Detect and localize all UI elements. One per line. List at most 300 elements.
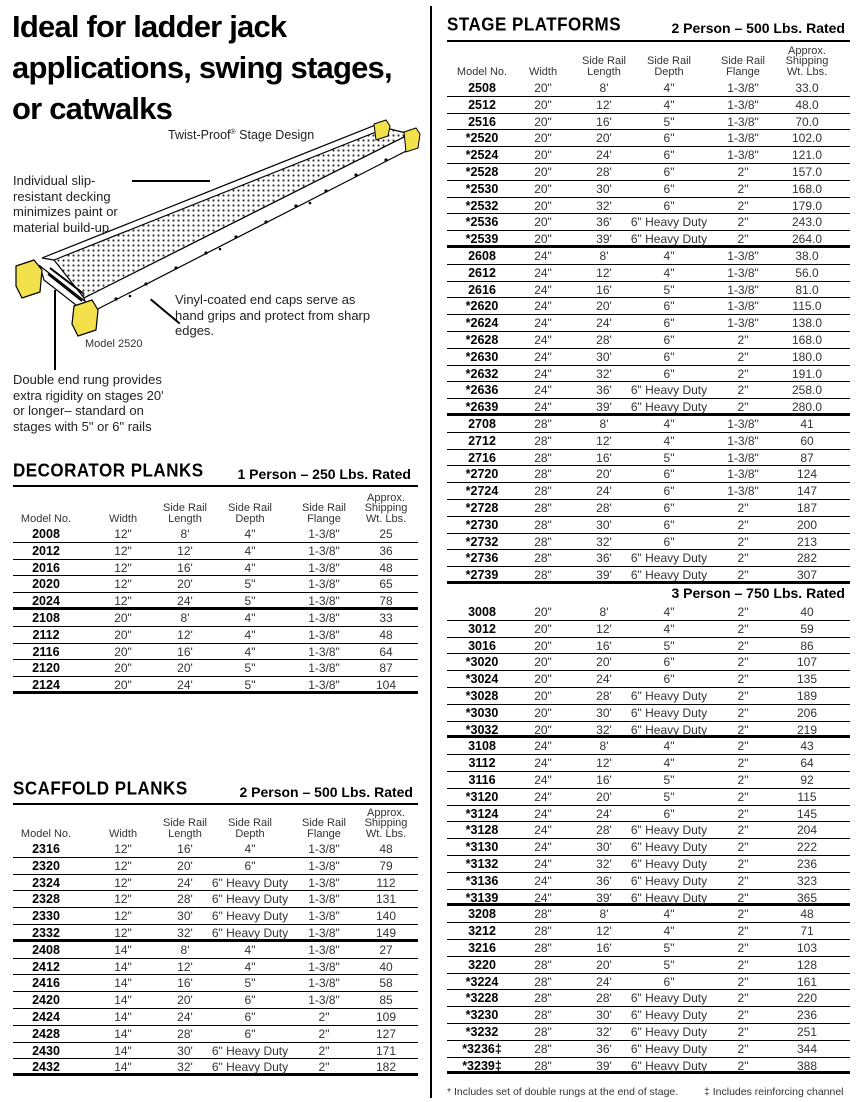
model-number-cell: *2636: [465, 383, 499, 398]
table-cell: 81.0: [795, 282, 819, 297]
table-cell: 6" Heavy Duty: [630, 1024, 708, 1039]
table-cell: 12": [114, 577, 132, 592]
column-header: Width: [528, 65, 558, 78]
table-cell: 2": [737, 722, 749, 737]
table-cell: 6" Heavy Duty: [630, 1041, 708, 1056]
table-cell: 6": [663, 484, 675, 499]
model-number-cell: *3124: [465, 806, 499, 821]
table-cell: 20': [177, 858, 193, 873]
table-cell: 6" Heavy Duty: [630, 383, 708, 398]
column-header: Approx. Shipping Wt. Lbs.: [785, 44, 829, 78]
table-cell: 20": [534, 705, 552, 720]
table-cell: 2": [737, 655, 749, 670]
table-cell: 20': [596, 131, 612, 146]
table-cell: 30': [596, 1008, 612, 1023]
table-cell: 28": [534, 940, 552, 955]
table-cell: 6" Heavy Duty: [630, 722, 708, 737]
table-cell: 2": [737, 789, 749, 804]
table-row: [13, 576, 418, 593]
table-cell: 24': [596, 672, 612, 687]
table-row: [447, 466, 850, 483]
table-row: [13, 992, 418, 1009]
table-cell: 6": [663, 534, 675, 549]
table-cell: 28": [534, 1058, 552, 1073]
footnote-reinforcing-channel: ‡ Includes reinforcing channel: [704, 1086, 844, 1098]
table-cell: 4": [244, 942, 256, 957]
table-cell: 4": [663, 81, 675, 95]
table-cell: 12": [114, 594, 132, 609]
footnote-double-rungs: * Includes set of double rungs at the end of stage.: [447, 1086, 679, 1098]
table-cell: 1-3/8": [308, 976, 340, 991]
table-cell: 145: [796, 806, 818, 821]
table-cell: 30': [596, 517, 612, 532]
model-number-cell: 2608: [468, 248, 496, 263]
model-number-cell: *2539: [465, 232, 499, 247]
table-cell: 6": [663, 349, 675, 364]
stage-3-person-header: [447, 585, 845, 601]
table-cell: 6" Heavy Duty: [630, 890, 708, 905]
table-cell: 28": [534, 517, 552, 532]
table-cell: 86: [800, 638, 814, 653]
table-cell: 39': [596, 568, 612, 583]
table-cell: 92: [800, 772, 814, 787]
table-cell: 2": [737, 534, 749, 549]
table-row: [447, 382, 850, 399]
table-cell: 5": [663, 789, 675, 804]
table-cell: 5": [663, 940, 675, 955]
table-cell: 157.0: [791, 164, 823, 179]
table-row: [13, 891, 418, 908]
model-number-cell: *2632: [465, 366, 499, 381]
model-number-cell: *2530: [465, 181, 499, 196]
model-number-cell: 2432: [32, 1060, 60, 1075]
table-cell: 1-3/8": [308, 909, 340, 924]
table-row: [447, 688, 850, 705]
table-cell: 6" Heavy Duty: [630, 991, 708, 1006]
table-cell: 2": [737, 621, 749, 636]
table-row: [447, 806, 850, 823]
table-cell: 36': [596, 383, 612, 398]
table-cell: 28': [596, 332, 612, 347]
table-cell: 28": [534, 924, 552, 939]
table-row: [447, 198, 850, 215]
table-cell: 12": [114, 842, 132, 856]
table-cell: 6" Heavy Duty: [211, 875, 289, 890]
table-cell: 20": [534, 605, 552, 619]
table-cell: 2": [737, 500, 749, 515]
model-number-cell: 2116: [32, 644, 60, 659]
decorator-planks-header: [13, 462, 411, 482]
table-cell: 24": [534, 400, 552, 415]
table-cell: 121.0: [791, 148, 823, 163]
table-cell: 280.0: [791, 400, 823, 415]
table-cell: 39': [596, 890, 612, 905]
table-cell: 1-3/8": [308, 858, 340, 873]
table-cell: 20': [596, 655, 612, 670]
table-cell: 1-3/8": [727, 114, 759, 129]
table-cell: 1-3/8": [308, 942, 340, 957]
table-cell: 6" Heavy Duty: [630, 705, 708, 720]
table-cell: 282: [796, 551, 818, 566]
column-header: Side Rail Length: [581, 55, 627, 78]
table-cell: 2": [737, 366, 749, 381]
table-row: [447, 638, 850, 655]
table-cell: 6" Heavy Duty: [211, 1060, 289, 1075]
table-cell: 8': [599, 605, 609, 619]
table-row: [447, 399, 850, 416]
table-cell: 6" Heavy Duty: [630, 1008, 708, 1023]
model-number-cell: 2430: [32, 1043, 60, 1058]
table-cell: 48: [379, 560, 393, 575]
table-cell: 85: [379, 993, 393, 1008]
table-cell: 2": [737, 1008, 749, 1023]
model-number-cell: *3030: [465, 705, 499, 720]
table-row: [13, 942, 418, 959]
model-number-cell: 2424: [32, 1009, 60, 1024]
table-cell: 388: [796, 1058, 818, 1073]
table-cell: 59: [800, 621, 814, 636]
table-cell: 251: [796, 1024, 818, 1039]
table-cell: 1-3/8": [308, 577, 340, 592]
table-row: [447, 906, 850, 923]
table-cell: 4": [663, 621, 675, 636]
table-cell: 6" Heavy Duty: [211, 1043, 289, 1058]
table-cell: 365: [796, 890, 818, 905]
model-number-cell: 2416: [32, 976, 60, 991]
table-cell: 24': [596, 806, 612, 821]
table-cell: 6" Heavy Duty: [630, 1058, 708, 1073]
registered-mark: ®: [230, 128, 236, 136]
table-row: [447, 755, 850, 772]
table-row: [447, 534, 850, 551]
table-cell: 6": [663, 655, 675, 670]
table-cell: 2": [737, 772, 749, 787]
table-cell: 2": [737, 840, 749, 855]
table-row: [13, 959, 418, 976]
table-cell: 24": [534, 806, 552, 821]
table-cell: 48.0: [795, 97, 819, 112]
table-row: [447, 705, 850, 722]
model-number-cell: *3132: [465, 856, 499, 871]
table-cell: 12": [114, 925, 132, 940]
model-number-cell: *3020: [465, 655, 499, 670]
table-cell: 38.0: [795, 248, 819, 263]
table-row: [13, 660, 418, 677]
table-cell: 1-3/8": [727, 131, 759, 146]
table-cell: 24": [534, 873, 552, 888]
table-row: [447, 654, 850, 671]
table-cell: 71: [800, 924, 814, 939]
table-cell: 24": [534, 383, 552, 398]
column-header: Model No.: [20, 512, 72, 525]
table-cell: 4": [244, 610, 256, 625]
table-cell: 28": [534, 467, 552, 482]
model-number-cell: *2532: [465, 198, 499, 213]
model-number-cell: 2112: [32, 627, 60, 642]
table-cell: 4": [663, 907, 675, 922]
table-cell: 6": [663, 672, 675, 687]
table-cell: 8': [180, 942, 190, 957]
table-row: [447, 517, 850, 534]
table-cell: 200: [796, 517, 818, 532]
table-cell: 33: [379, 610, 393, 625]
callout-decking: Individual slip-resistant decking minimizes paint or material build-up: [13, 173, 118, 235]
table-cell: 24": [534, 823, 552, 838]
table-cell: 16': [596, 772, 612, 787]
model-number-cell: 2008: [32, 527, 60, 541]
table-cell: 36': [596, 873, 612, 888]
table-row: [13, 627, 418, 644]
table-cell: 28": [534, 907, 552, 922]
table-cell: 103: [796, 940, 818, 955]
column-header: Side Rail Flange: [720, 55, 766, 78]
table-cell: 2": [737, 232, 749, 247]
table-cell: 236: [796, 856, 818, 871]
table-cell: 20': [596, 299, 612, 314]
table-cell: 1-3/8": [308, 543, 340, 558]
table-cell: 6" Heavy Duty: [211, 909, 289, 924]
table-cell: 2": [737, 1058, 749, 1073]
decorator-planks-rating: 1 Person – 250 Lbs. Rated: [237, 466, 411, 482]
stage-platforms-table: [447, 80, 850, 584]
table-cell: 2": [737, 164, 749, 179]
table-cell: 28": [534, 568, 552, 583]
table-row: [13, 593, 418, 610]
table-cell: 5": [663, 114, 675, 129]
model-number-cell: 3016: [468, 638, 496, 653]
table-cell: 6": [663, 500, 675, 515]
table-cell: 4": [663, 605, 675, 619]
table-cell: 182: [375, 1060, 397, 1075]
table-cell: 171: [375, 1043, 397, 1058]
table-cell: 36': [596, 551, 612, 566]
table-cell: 28": [534, 974, 552, 989]
table-cell: 87: [379, 661, 393, 676]
table-cell: 12': [177, 543, 193, 558]
table-cell: 16': [596, 114, 612, 129]
table-cell: 5": [244, 577, 256, 592]
model-number-cell: 2516: [468, 114, 496, 129]
end-cap-left-top: [16, 260, 42, 298]
model-number-cell: *3130: [465, 840, 499, 855]
table-cell: 161: [796, 974, 818, 989]
table-cell: 1-3/8": [308, 661, 340, 676]
table-cell: 12': [596, 621, 612, 636]
table-cell: 12': [596, 265, 612, 280]
model-number-cell: 2512: [468, 97, 496, 112]
table-cell: 24": [534, 316, 552, 331]
table-row: [447, 856, 850, 873]
table-cell: 191.0: [791, 366, 823, 381]
model-number-cell: *2628: [465, 332, 499, 347]
table-cell: 187: [796, 500, 818, 515]
table-cell: 264.0: [791, 232, 823, 247]
table-cell: 1-3/8": [727, 81, 759, 95]
table-row: [447, 1024, 850, 1041]
table-cell: 16': [177, 644, 193, 659]
table-cell: 2": [737, 688, 749, 703]
table-cell: 12': [596, 97, 612, 112]
table-cell: 28": [534, 534, 552, 549]
table-cell: 5": [663, 772, 675, 787]
table-cell: 24': [177, 678, 193, 693]
table-cell: 1-3/8": [727, 265, 759, 280]
model-number-cell: *2720: [465, 467, 499, 482]
scaffold-column-headers: [13, 801, 418, 839]
table-cell: 2": [737, 856, 749, 871]
table-cell: 32': [596, 1024, 612, 1039]
table-cell: 24": [534, 840, 552, 855]
table-cell: 236: [796, 1008, 818, 1023]
model-number-cell: 3220: [468, 957, 496, 972]
table-cell: 4": [663, 248, 675, 263]
table-cell: 6": [663, 299, 675, 314]
table-cell: 28": [534, 1008, 552, 1023]
table-cell: 2": [737, 517, 749, 532]
table-cell: 1-3/8": [308, 959, 340, 974]
table-cell: 4": [244, 527, 256, 541]
model-number-cell: 2016: [32, 560, 60, 575]
leader-decking: [132, 180, 210, 182]
table-cell: 5": [244, 661, 256, 676]
table-cell: 1-3/8": [727, 299, 759, 314]
table-cell: 4": [663, 739, 675, 754]
table-row: [447, 722, 850, 739]
table-cell: 2": [737, 383, 749, 398]
end-cap-left-bottom: [72, 300, 98, 336]
model-number-cell: *3024: [465, 672, 499, 687]
model-number-cell: 2012: [32, 543, 60, 558]
model-number-cell: *3139: [465, 890, 499, 905]
model-number-cell: *2728: [465, 500, 499, 515]
table-cell: 131: [375, 892, 397, 907]
table-cell: 180.0: [791, 349, 823, 364]
table-cell: 6" Heavy Duty: [630, 551, 708, 566]
table-cell: 25: [379, 527, 393, 541]
table-cell: 20": [114, 678, 132, 693]
column-header: Side Rail Depth: [227, 817, 273, 840]
table-cell: 20": [534, 81, 552, 95]
table-row: [447, 130, 850, 147]
table-cell: 20": [114, 627, 132, 642]
table-cell: 24': [596, 974, 612, 989]
stage-platforms-title: STAGE PLATFORMS: [447, 14, 622, 35]
table-row: [447, 772, 850, 789]
table-cell: 39': [596, 400, 612, 415]
table-cell: 14": [114, 942, 132, 957]
model-number-cell: *3128: [465, 823, 499, 838]
table-cell: 6": [663, 164, 675, 179]
table-cell: 16': [177, 560, 193, 575]
scaffold-planks-header: [13, 780, 413, 800]
table-cell: 6" Heavy Duty: [630, 215, 708, 230]
stage-column-headers: [447, 40, 850, 77]
table-cell: 5": [663, 957, 675, 972]
table-cell: 5": [663, 450, 675, 465]
table-cell: 20": [534, 97, 552, 112]
table-row: [447, 214, 850, 231]
column-header: Side Rail Flange: [301, 817, 347, 840]
table-cell: 24': [177, 875, 193, 890]
table-cell: 4": [244, 560, 256, 575]
table-cell: 2": [737, 806, 749, 821]
table-cell: 1-3/8": [727, 467, 759, 482]
table-cell: 189: [796, 688, 818, 703]
table-cell: 56.0: [795, 265, 819, 280]
table-cell: 2": [737, 957, 749, 972]
table-cell: 104: [375, 678, 397, 693]
table-cell: 2": [318, 1026, 330, 1041]
table-cell: 6" Heavy Duty: [630, 856, 708, 871]
model-number-cell: *2630: [465, 349, 499, 364]
table-cell: 2": [737, 1041, 749, 1056]
model-number-cell: *2536: [465, 215, 499, 230]
model-number-cell: 2324: [32, 875, 60, 890]
model-number-cell: 2508: [468, 81, 496, 95]
column-header: Side Rail Flange: [301, 502, 347, 525]
table-cell: 28': [177, 1026, 193, 1041]
table-cell: 2": [737, 907, 749, 922]
table-cell: 24": [534, 366, 552, 381]
table-cell: 24": [534, 349, 552, 364]
table-cell: 2": [737, 198, 749, 213]
table-cell: 24": [534, 265, 552, 280]
table-cell: 107: [796, 655, 818, 670]
table-cell: 24": [534, 248, 552, 263]
table-cell: 40: [379, 959, 393, 974]
model-number-cell: 3108: [468, 739, 496, 754]
headline: Ideal for ladder jack applications, swing stages, or catwalks: [12, 9, 392, 126]
table-cell: 14": [114, 993, 132, 1008]
table-row: [447, 604, 850, 621]
table-cell: 14": [114, 976, 132, 991]
table-cell: 6": [244, 1026, 256, 1041]
table-cell: 20': [177, 577, 193, 592]
model-number-cell: *2528: [465, 164, 499, 179]
column-header: Width: [108, 827, 138, 840]
table-cell: 12": [114, 858, 132, 873]
table-cell: 64: [379, 644, 393, 659]
table-cell: 109: [375, 1009, 397, 1024]
table-cell: 204: [796, 823, 818, 838]
column-header: Approx. Shipping Wt. Lbs.: [364, 806, 408, 840]
table-cell: 219: [796, 722, 818, 737]
table-cell: 24": [534, 756, 552, 771]
model-number-cell: *2732: [465, 534, 499, 549]
decorator-title-rule: [13, 485, 418, 487]
table-cell: 8': [599, 81, 609, 95]
table-cell: 138.0: [791, 316, 823, 331]
table-cell: 2": [737, 705, 749, 720]
table-row: [13, 560, 418, 577]
table-row: [447, 332, 850, 349]
table-cell: 4": [244, 627, 256, 642]
model-number-cell: *3239‡: [462, 1058, 502, 1073]
model-number-cell: 2108: [32, 610, 60, 625]
table-cell: 206: [796, 705, 818, 720]
table-cell: 213: [796, 534, 818, 549]
model-number-cell: 2612: [468, 265, 496, 280]
table-row: [447, 671, 850, 688]
table-cell: 12': [596, 433, 612, 448]
table-row: [447, 500, 850, 517]
table-cell: 14": [114, 1043, 132, 1058]
table-cell: 20": [534, 148, 552, 163]
table-cell: 28': [596, 991, 612, 1006]
column-header: Side Rail Length: [162, 817, 208, 840]
table-cell: 12": [114, 527, 132, 541]
model-number-cell: *3236‡: [462, 1041, 502, 1056]
